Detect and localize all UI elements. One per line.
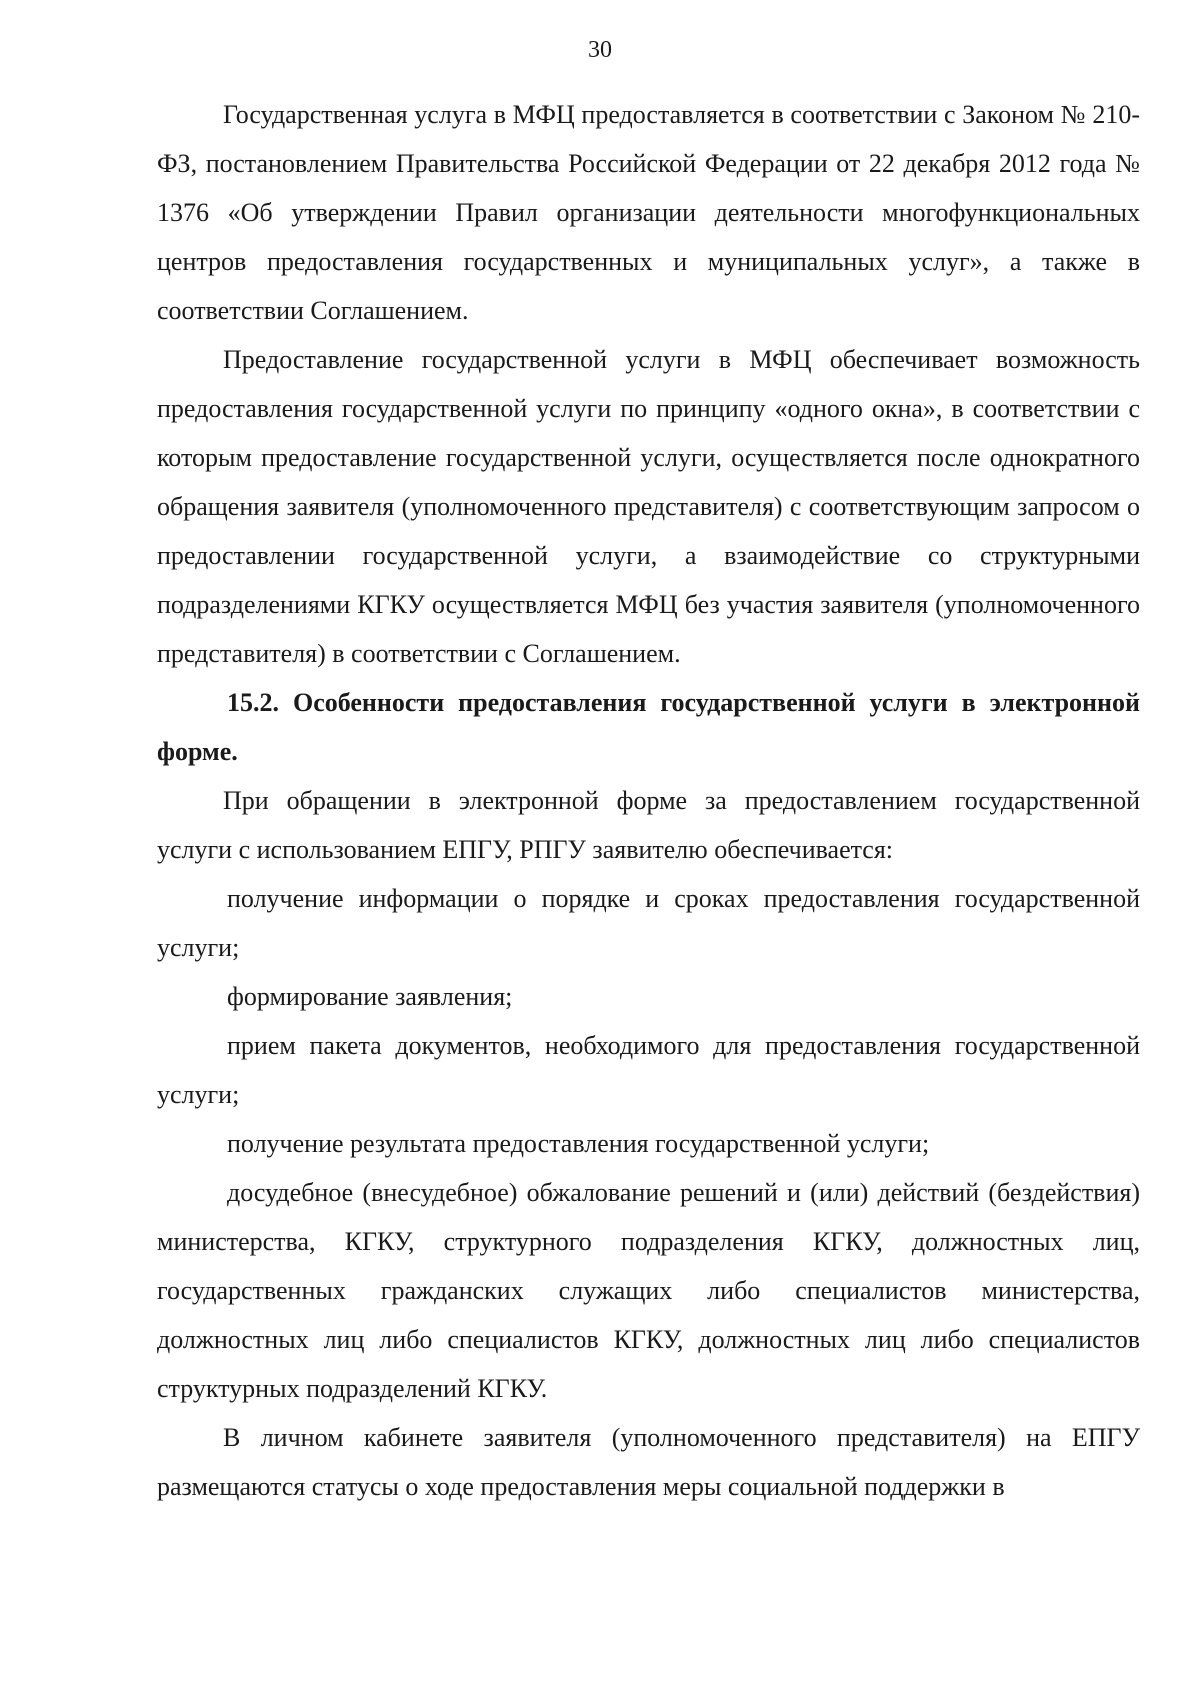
paragraph-electronic-form-intro: При обращении в электронной форме за предоставлением государственной услуги с использованием ЕПГУ, РПГУ заявителю обеспечивается:: [157, 786, 1140, 864]
section-heading-15-2: 15.2. Особенности предоставления государственной услуги в электронной форме.: [157, 688, 1140, 766]
list-item-pretrial-appeal: досудебное (внесудебное) обжалование решений и (или) действий (бездействия) министерства, КГКУ, структурного подразделения КГКУ, должностных лиц, государственных гражданских служащих либо специалистов министерства, должностных лиц либо специалистов КГКУ, должностных лиц либо специалистов структурных подразделений КГКУ.: [157, 1178, 1140, 1403]
list-item-result-receiving: получение результата предоставления государственной услуги;: [227, 1129, 930, 1158]
page-number: 30: [588, 37, 612, 63]
list-item-information: получение информации о порядке и сроках предоставления государственной услуги;: [157, 884, 1140, 962]
paragraph-one-window-principle: Предоставление государственной услуги в МФЦ обеспечивает возможность предоставления государственной услуги по принципу «одного окна», в соответствии с которым предоставление государственной услуги, осуществляется после однократного обращения заявителя (уполномоченного представителя) с соответствующим запросом о предоставлении государственной услуги, а взаимодействие со структурными подразделениями КГКУ осуществляется МФЦ без участия заявителя (уполномоченного представителя) в соответствии с Соглашением.: [157, 345, 1140, 668]
paragraph-personal-account: В личном кабинете заявителя (уполномоченного представителя) на ЕПГУ размещаются статусы о ходе предоставления меры социальной поддержки в: [157, 1423, 1140, 1501]
list-item-application-forming: формирование заявления;: [227, 982, 513, 1011]
list-item-document-reception: прием пакета документов, необходимого для предоставления государственной услуги;: [157, 1031, 1140, 1109]
document-body: [157, 90, 1140, 1511]
paragraph-mfc-legal-basis: Государственная услуга в МФЦ предоставляется в соответствии с Законом № 210-ФЗ, постановлением Правительства Российской Федерации от 22 декабря 2012 года № 1376 «Об утверждении Правил организации деятельности многофункциональных центров предоставления государственных и муниципальных услуг», а также в соответствии Соглашением.: [157, 100, 1140, 325]
